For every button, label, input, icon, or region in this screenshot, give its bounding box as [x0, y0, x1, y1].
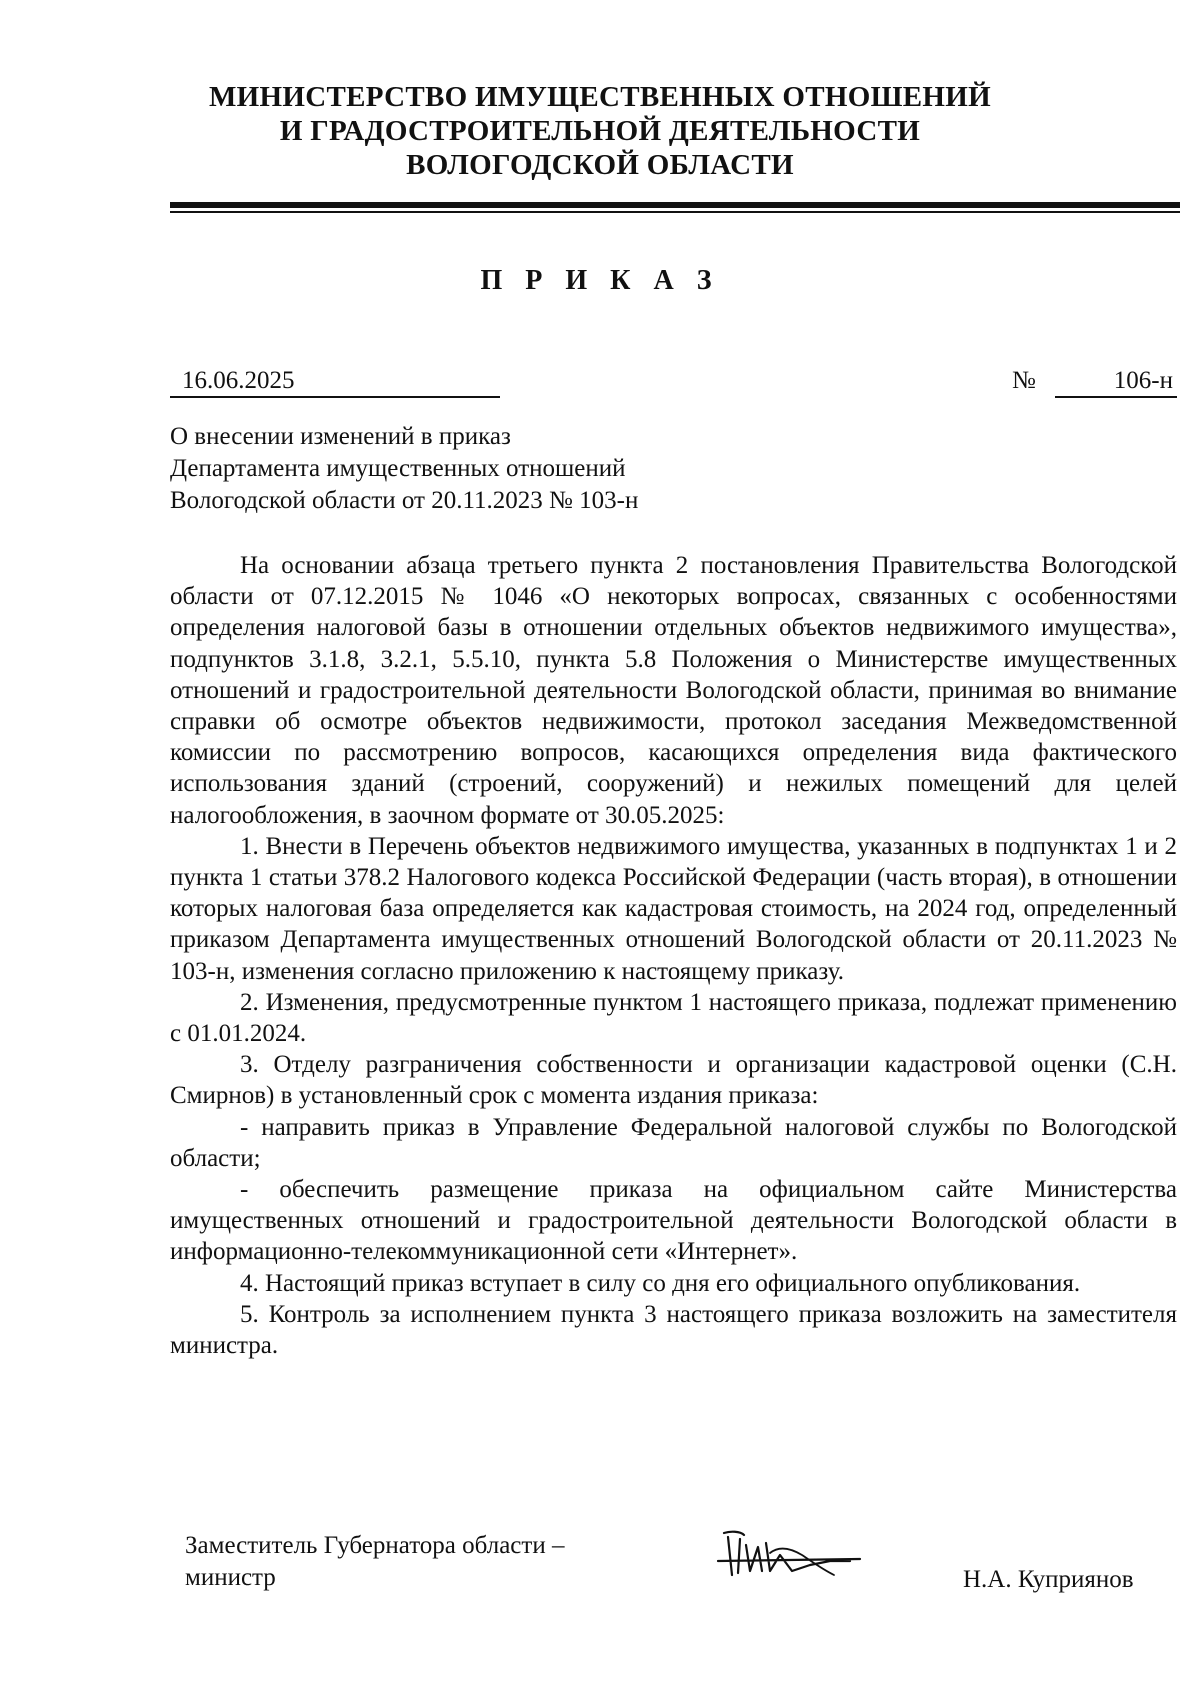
clause-3: 3. Отделу разграничения собственности и организации кадастровой оценки (С.Н. Смирнов) в установленный срок с момента издания приказа:: [170, 1051, 1177, 1110]
document-title: П Р И К А З: [480, 265, 720, 296]
ministry-line-1: МИНИСТЕРСТВО ИМУЩЕСТВЕННЫХ ОТНОШЕНИЙ: [208, 81, 991, 113]
signatory-position-line-2: министр: [185, 1564, 276, 1591]
ministry-line-2: И ГРАДОСТРОИТЕЛЬНОЙ ДЕЯТЕЛЬНОСТИ: [279, 115, 921, 147]
clause-5: 5. Контроль за исполнением пункта 3 настоящего приказа возложить на заместителя министра.: [170, 1300, 1177, 1360]
order-number-sign: №: [1012, 367, 1036, 394]
clause-3-item-2: - обеспечить размещение приказа на официальном сайте Министерства имущественных отношений и градостроительной деятельности Вологодской области в информационно-телекоммуникационной сети «Интернет».: [170, 1176, 1177, 1266]
preamble-paragraph: На основании абзаца третьего пункта 2 постановления Правительства Вологодской области от 07.12.2015 № 1046 «О некоторых вопросах, связанных с особенностями определения налоговой базы в отношении отдельных объектов недвижимого имущества», подпунктов 3.1.8, 3.2.1, 5.5.10, пункта 5.8 Положения о Министерстве имущественных отношений и градостроительной деятельности Вологодской области, принимая во внимание справки об осмотре объектов недвижимости, протокол заседания Межведомственной комиссии по рассмотрению вопросов, касающихся определения вида фактического использования зданий (строений, сооружений) и нежилых помещений для целей налогообложения, в заочном формате от 30.05.2025:: [170, 552, 1177, 829]
order-date: 16.06.2025: [170, 366, 500, 398]
ministry-line-3: ВОЛОГОДСКОЙ ОБЛАСТИ: [406, 149, 794, 181]
clause-4: 4. Настоящий приказ вступает в силу со дня его официального опубликования.: [240, 1269, 1081, 1297]
order-body: [170, 550, 1177, 1361]
signatory-name: Н.А. Куприянов: [963, 1566, 1134, 1593]
clause-3-item-1: - направить приказ в Управление Федеральной налоговой службы по Вологодской области;: [170, 1113, 1177, 1172]
subject-line-2: Департамента имущественных отношений: [170, 455, 626, 482]
signatory-position-line-1: Заместитель Губернатора области –: [185, 1532, 565, 1559]
header-rule-thin: [170, 211, 1180, 213]
ministry-header: [150, 80, 1050, 182]
order-number: 106-н: [1055, 366, 1177, 398]
order-subject: [170, 421, 870, 517]
handwritten-signature: [710, 1525, 870, 1590]
subject-line-3: Вологодской области от 20.11.2023 № 103-н: [170, 487, 639, 514]
signatory-position: [185, 1530, 564, 1594]
clause-2: 2. Изменения, предусмотренные пунктом 1 настоящего приказа, подлежат применению с 01.01.2024.: [170, 988, 1177, 1048]
clause-1: 1. Внести в Перечень объектов недвижимого имущества, указанных в подпунктах 1 и 2 пункта 1 статьи 378.2 Налогового кодекса Российской Федерации (часть вторая), в отношении которых налоговая база определяется как кадастровая стоимость, на 2024 год, определенный приказом Департамента имущественных отношений Вологодской области от 20.11.2023 № 103-н, изменения согласно приложению к настоящему приказу.: [170, 832, 1177, 985]
header-rule-thick: [170, 202, 1180, 208]
subject-line-1: О внесении изменений в приказ: [170, 423, 511, 450]
